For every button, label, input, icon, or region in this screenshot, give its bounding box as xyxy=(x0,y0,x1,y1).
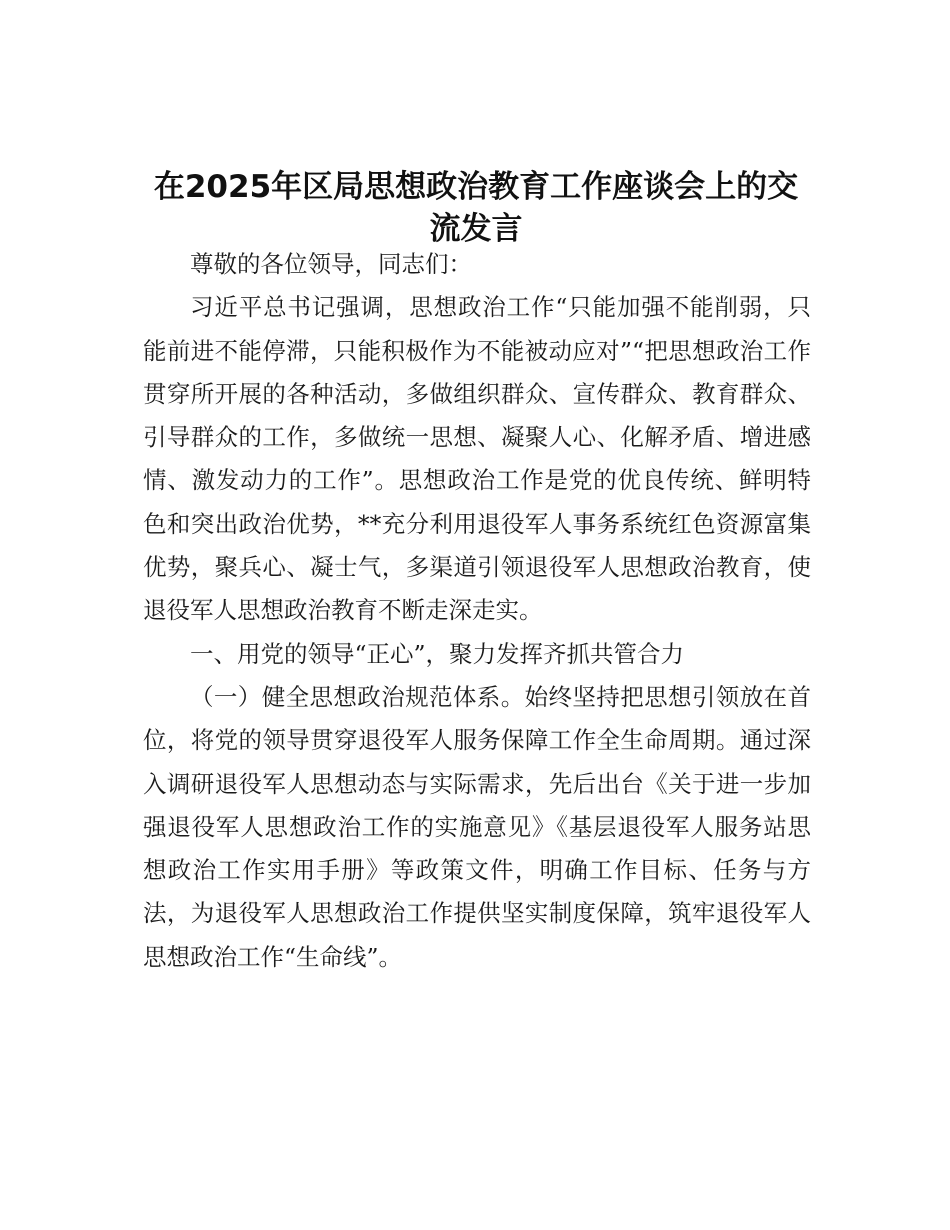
document-title: 在2025年区局思想政治教育工作座谈会上的交流发言 xyxy=(153,169,799,247)
document-body xyxy=(143,243,811,979)
subsection-paragraph-1: （一）健全思想政治规范体系。始终坚持把思想引领放在首位，将党的领导贯穿退役军人服务保障工作全生命周期。通过深入调研退役军人思想动态与实际需求，先后出台《关于进一步加强退役军人思想政治工作的实施意见》《基层退役军人服务站思想政治工作实用手册》等政策文件，明确工作目标、任务与方法，为退役军人思想政治工作提供坚实制度保障，筑牢退役军人思想政治工作“生命线”。 xyxy=(143,682,811,971)
paragraph-intro: 习近平总书记强调，思想政治工作“只能加强不能削弱，只能前进不能停滞，只能积极作为不能被动应对”“把思想政治工作贯穿所开展的各种活动，多做组织群众、宣传群众、教育群众、引导群众的工作，多做统一思想、凝聚人心、化解矛盾、增进感情、激发动力的工作”。思想政治工作是党的优良传统、鲜明特色和突出政治优势，**充分利用退役军人事务系统红色资源富集优势，聚兵心、凝士气，多渠道引领退役军人思想政治教育，使退役军人思想政治教育不断走深走实。 xyxy=(143,293,811,625)
section-heading-1: 一、用党的领导“正心”，聚力发挥齐抓共管合力 xyxy=(190,639,685,668)
salutation: 尊敬的各位领导，同志们： xyxy=(190,250,472,278)
